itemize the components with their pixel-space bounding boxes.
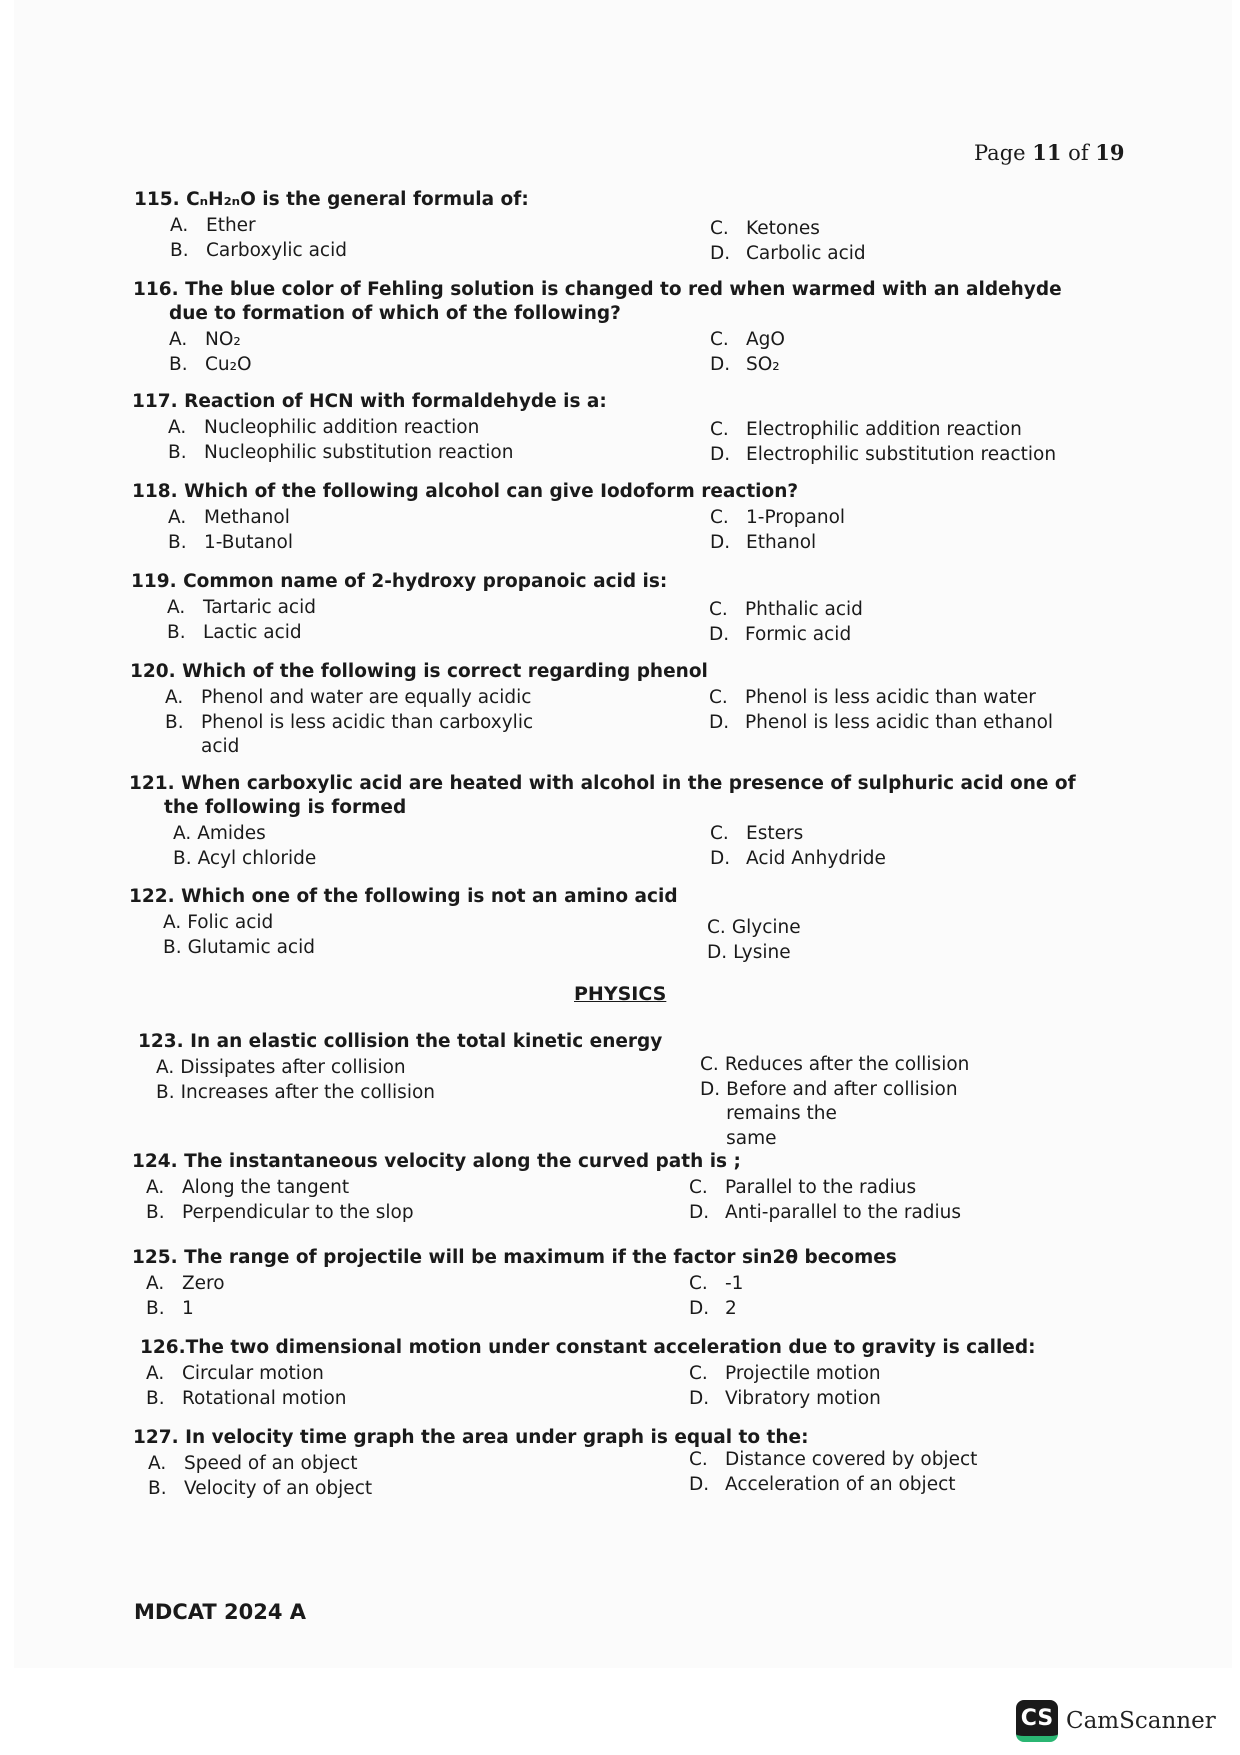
option-a: A. Dissipates after collision: [156, 1057, 406, 1078]
question-stem: 122. Which one of the following is not an amino acid: [129, 886, 678, 907]
option-d: D. Before and after collision remains the same: [700, 1078, 958, 1149]
option-b: B. Nucleophilic substitution reaction: [168, 441, 514, 463]
option-b: B. Cu₂O: [169, 353, 252, 375]
question-124: [132, 1150, 962, 1223]
question-stem: 121. When carboxylic acid are heated with alcohol in the presence of sulphuric acid one of the following is formed: [129, 773, 1076, 818]
question-stem: 115. CₙH₂ₙO is the general formula of:: [134, 189, 529, 210]
option-c: C. Distance covered by object: [689, 1449, 978, 1470]
option-c: C. Phthalic acid: [709, 599, 863, 620]
option-b: B. Carboxylic acid: [170, 239, 347, 261]
option-b: B. Glutamic acid: [163, 936, 315, 958]
option-d: D. Anti-parallel to the radius: [689, 1201, 962, 1223]
option-d: D. Acid Anhydride: [710, 847, 886, 869]
question-122: [129, 885, 801, 963]
option-d: D. 2: [689, 1297, 737, 1319]
option-b: B. Acyl chloride: [173, 847, 317, 869]
option-c: C. Electrophilic addition reaction: [710, 419, 1022, 440]
option-a: A. Circular motion: [146, 1363, 324, 1384]
option-a: A. Amides: [173, 823, 266, 844]
question-stem: 125. The range of projectile will be maximum if the factor sin2θ becomes: [132, 1247, 897, 1268]
option-d: D. Phenol is less acidic than ethanol: [709, 711, 1054, 733]
option-c: C. Glycine: [707, 917, 801, 938]
question-stem: 126.The two dimensional motion under constant acceleration due to gravity is called:: [140, 1337, 1036, 1358]
question-stem: 124. The instantaneous velocity along the curved path is ;: [132, 1151, 741, 1172]
option-a: A. Speed of an object: [148, 1453, 358, 1474]
option-d: D. Acceleration of an object: [689, 1473, 956, 1495]
option-d: D. SO₂: [710, 353, 780, 375]
question-126: [140, 1336, 1036, 1409]
option-d: D. Electrophilic substitution reaction: [710, 443, 1057, 465]
question-121: [129, 772, 1076, 869]
option-c: C. Phenol is less acidic than water: [709, 687, 1036, 708]
section-title: PHYSICS: [574, 983, 667, 1005]
option-a: A. Ether: [170, 215, 256, 236]
question-stem: 118. Which of the following alcohol can give Iodoform reaction?: [132, 481, 799, 502]
option-b: B. Perpendicular to the slop: [146, 1201, 414, 1223]
question-stem: 127. In velocity time graph the area under graph is equal to the:: [133, 1427, 809, 1448]
page-number: Page 11 of 19: [974, 140, 1125, 165]
exam-footer: MDCAT 2024 A: [134, 1600, 307, 1624]
option-c: C. AgO: [710, 329, 785, 350]
option-b: B. 1: [146, 1297, 194, 1319]
option-c: C. -1: [689, 1273, 744, 1294]
option-b: B. Phenol is less acidic than carboxylic acid: [165, 711, 534, 757]
option-d: D. Ethanol: [710, 531, 817, 553]
option-b: B. Velocity of an object: [148, 1477, 373, 1499]
option-c: C. Parallel to the radius: [689, 1177, 917, 1198]
option-b: B. 1-Butanol: [168, 531, 293, 553]
option-a: A. NO₂: [169, 329, 241, 350]
option-a: A. Tartaric acid: [167, 597, 316, 618]
question-stem: 117. Reaction of HCN with formaldehyde is a:: [132, 391, 607, 412]
option-a: A. Nucleophilic addition reaction: [168, 417, 480, 438]
option-c: C. Reduces after the collision: [700, 1054, 970, 1075]
option-b: B. Rotational motion: [146, 1387, 347, 1409]
question-119: [131, 570, 863, 645]
question-116: [133, 278, 1062, 375]
option-a: A. Zero: [146, 1273, 225, 1294]
exam-page: [14, 0, 1232, 1668]
question-125: [132, 1246, 897, 1319]
option-a: A. Methanol: [168, 507, 290, 528]
option-d: D. Vibratory motion: [689, 1387, 881, 1409]
question-127: [133, 1426, 978, 1499]
question-stem: 120. Which of the following is correct regarding phenol: [130, 661, 708, 682]
question-stem: 123. In an elastic collision the total kinetic energy: [138, 1031, 663, 1052]
option-c: C. 1-Propanol: [710, 507, 846, 528]
question-stem: 119. Common name of 2-hydroxy propanoic acid is:: [131, 571, 668, 592]
question-123: [138, 1030, 970, 1149]
question-118: [132, 480, 846, 553]
question-stem: 116. The blue color of Fehling solution is changed to red when warmed with an aldehyde due to formation of which of the following?: [133, 279, 1062, 324]
option-c: C. Esters: [710, 823, 804, 844]
option-c: C. Projectile motion: [689, 1363, 881, 1384]
option-a: A. Folic acid: [163, 912, 274, 933]
option-a: A. Along the tangent: [146, 1177, 350, 1198]
option-c: C. Ketones: [710, 218, 820, 239]
option-a: A. Phenol and water are equally acidic: [165, 687, 532, 708]
question-115: [134, 188, 866, 264]
question-117: [132, 390, 1057, 465]
option-d: D. Carbolic acid: [710, 242, 866, 264]
option-d: D. Formic acid: [709, 623, 852, 645]
option-b: B. Increases after the collision: [156, 1081, 436, 1103]
camscanner-text: CamScanner: [1066, 1708, 1216, 1734]
option-d: D. Lysine: [707, 941, 791, 963]
camscanner-watermark: [1016, 1700, 1216, 1742]
camscanner-logo-icon: CS: [1016, 1700, 1058, 1742]
question-120: [130, 660, 1054, 757]
option-b: B. Lactic acid: [167, 621, 302, 643]
